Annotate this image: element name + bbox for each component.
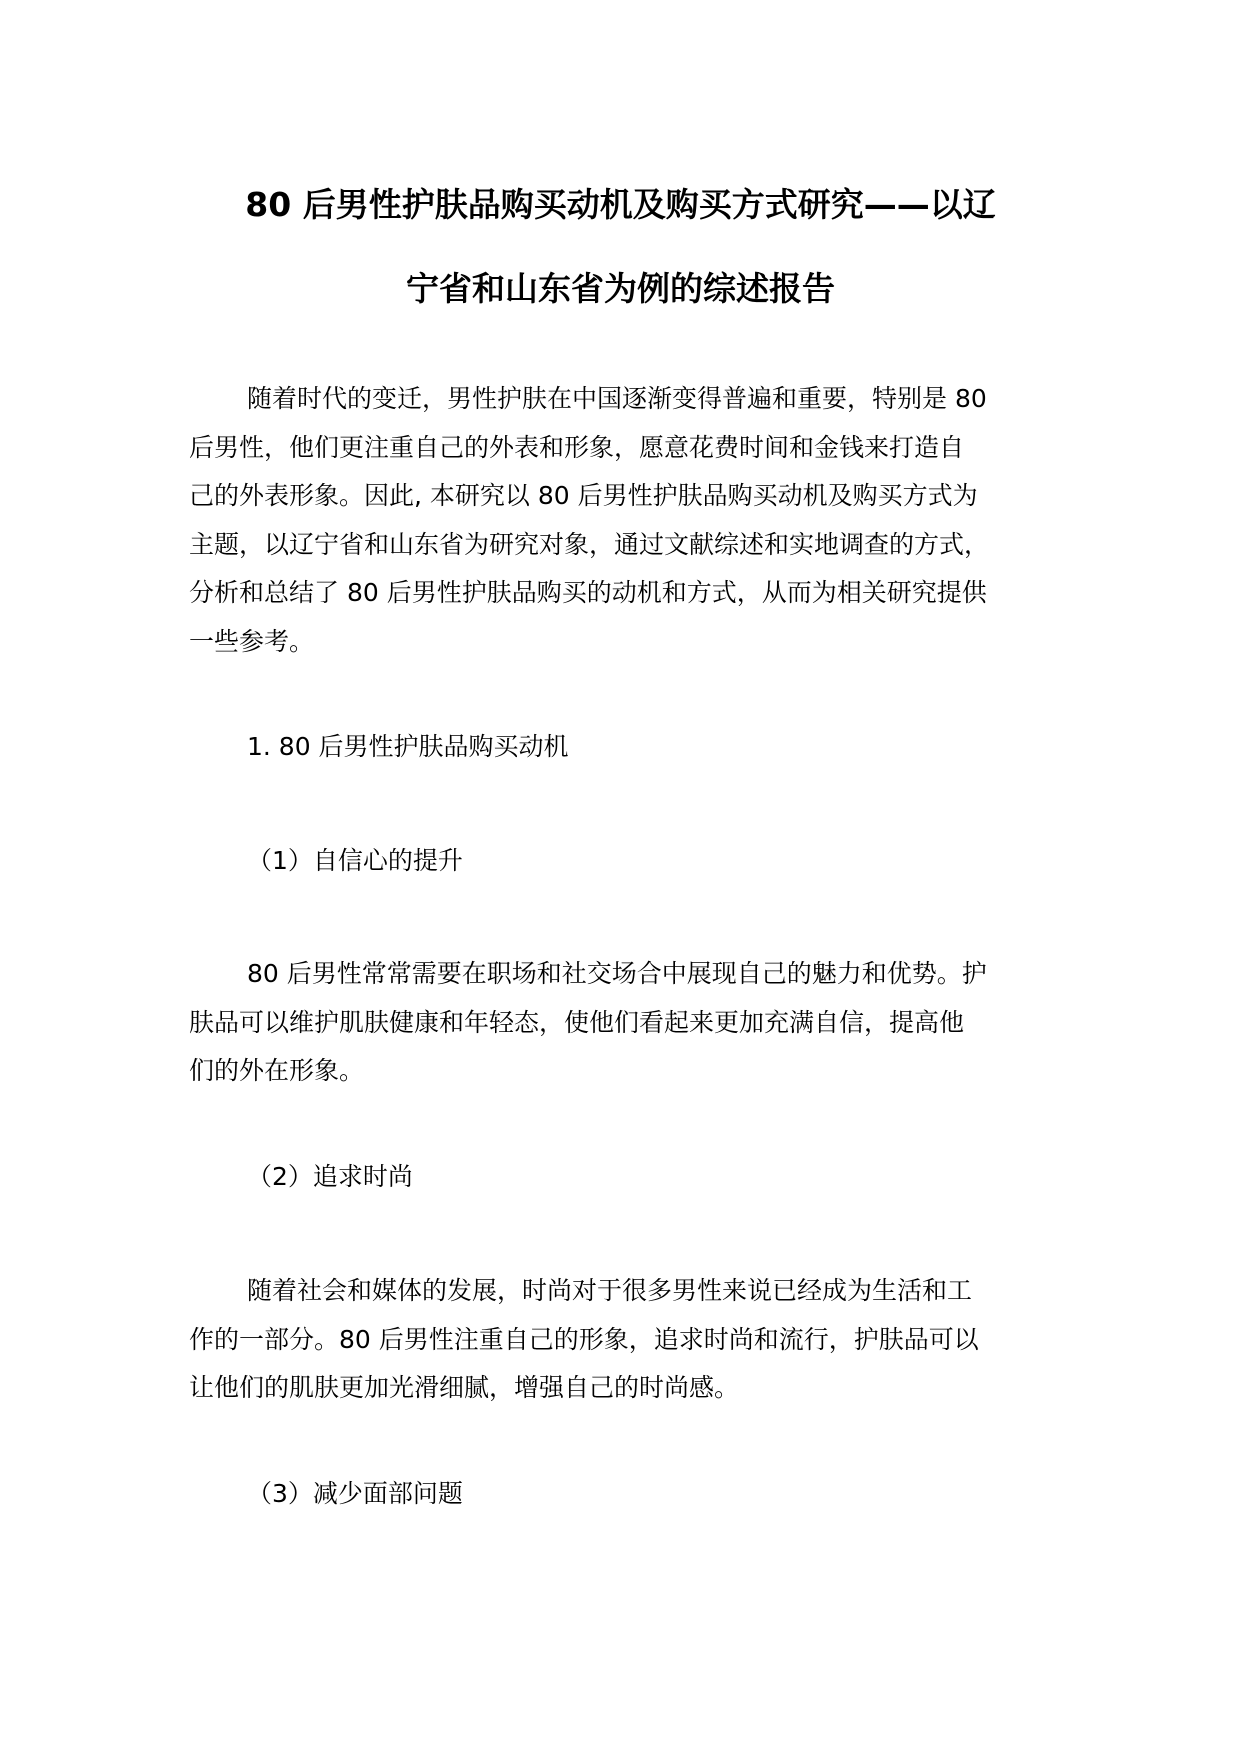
intro-paragraph (189, 375, 1089, 666)
paragraph-line: 己的外表形象。因此, 本研究以 80 后男性护肤品购买动机及购买方式为 (189, 481, 978, 510)
paragraph-line: 肤品可以维护肌肤健康和年轻态，使他们看起来更加充满自信，提高他 (189, 1007, 965, 1037)
paragraph-line: 随着时代的变迁，男性护肤在中国逐渐变得普遍和重要，特别是 80 (247, 384, 987, 413)
paragraph-line: 80 后男性常常需要在职场和社交场合中展现自己的魅力和优势。护 (247, 959, 987, 988)
paragraph-line: 们的外在形象。 (189, 1056, 365, 1085)
section-heading (189, 723, 1089, 772)
subsection-heading-text: （2）追求时尚 (247, 1162, 413, 1191)
subsection-heading-text: （3）减少面部问题 (247, 1479, 463, 1508)
paragraph-line: 一些参考。 (189, 626, 315, 656)
paragraph-line: 让他们的肌肤更加光滑细腻，增强自己的时尚感。 (189, 1373, 740, 1402)
paragraph-line: 分析和总结了 80 后男性护肤品购买的动机和方式，从而为相关研究提供 (189, 578, 987, 607)
paragraph-line: 作的一部分。80 后男性注重自己的形象，追求时尚和流行，护肤品可以 (189, 1324, 979, 1354)
paragraph-line: 随着社会和媒体的发展，时尚对于很多男性来说已经成为生活和工 (247, 1276, 973, 1305)
fashion-paragraph (189, 1267, 1089, 1413)
paragraph-line: 后男性，他们更注重自己的外表和形象，愿意花费时间和金钱来打造自 (189, 432, 965, 462)
subsection-heading (189, 1153, 1089, 1202)
subsection-heading (189, 837, 1089, 886)
subsection-heading-text: （1）自信心的提升 (247, 846, 463, 875)
document-title-line-1: 80 后男性护肤品购买动机及购买方式研究——以辽 (245, 185, 996, 224)
document-title-line-2: 宁省和山东省为例的综述报告 (406, 269, 835, 308)
confidence-paragraph (189, 950, 1089, 1096)
section-heading-text: 1. 80 后男性护肤品购买动机 (247, 732, 569, 761)
paragraph-line: 主题，以辽宁省和山东省为研究对象，通过文献综述和实地调查的方式， (189, 529, 990, 559)
subsection-heading (189, 1470, 1089, 1519)
